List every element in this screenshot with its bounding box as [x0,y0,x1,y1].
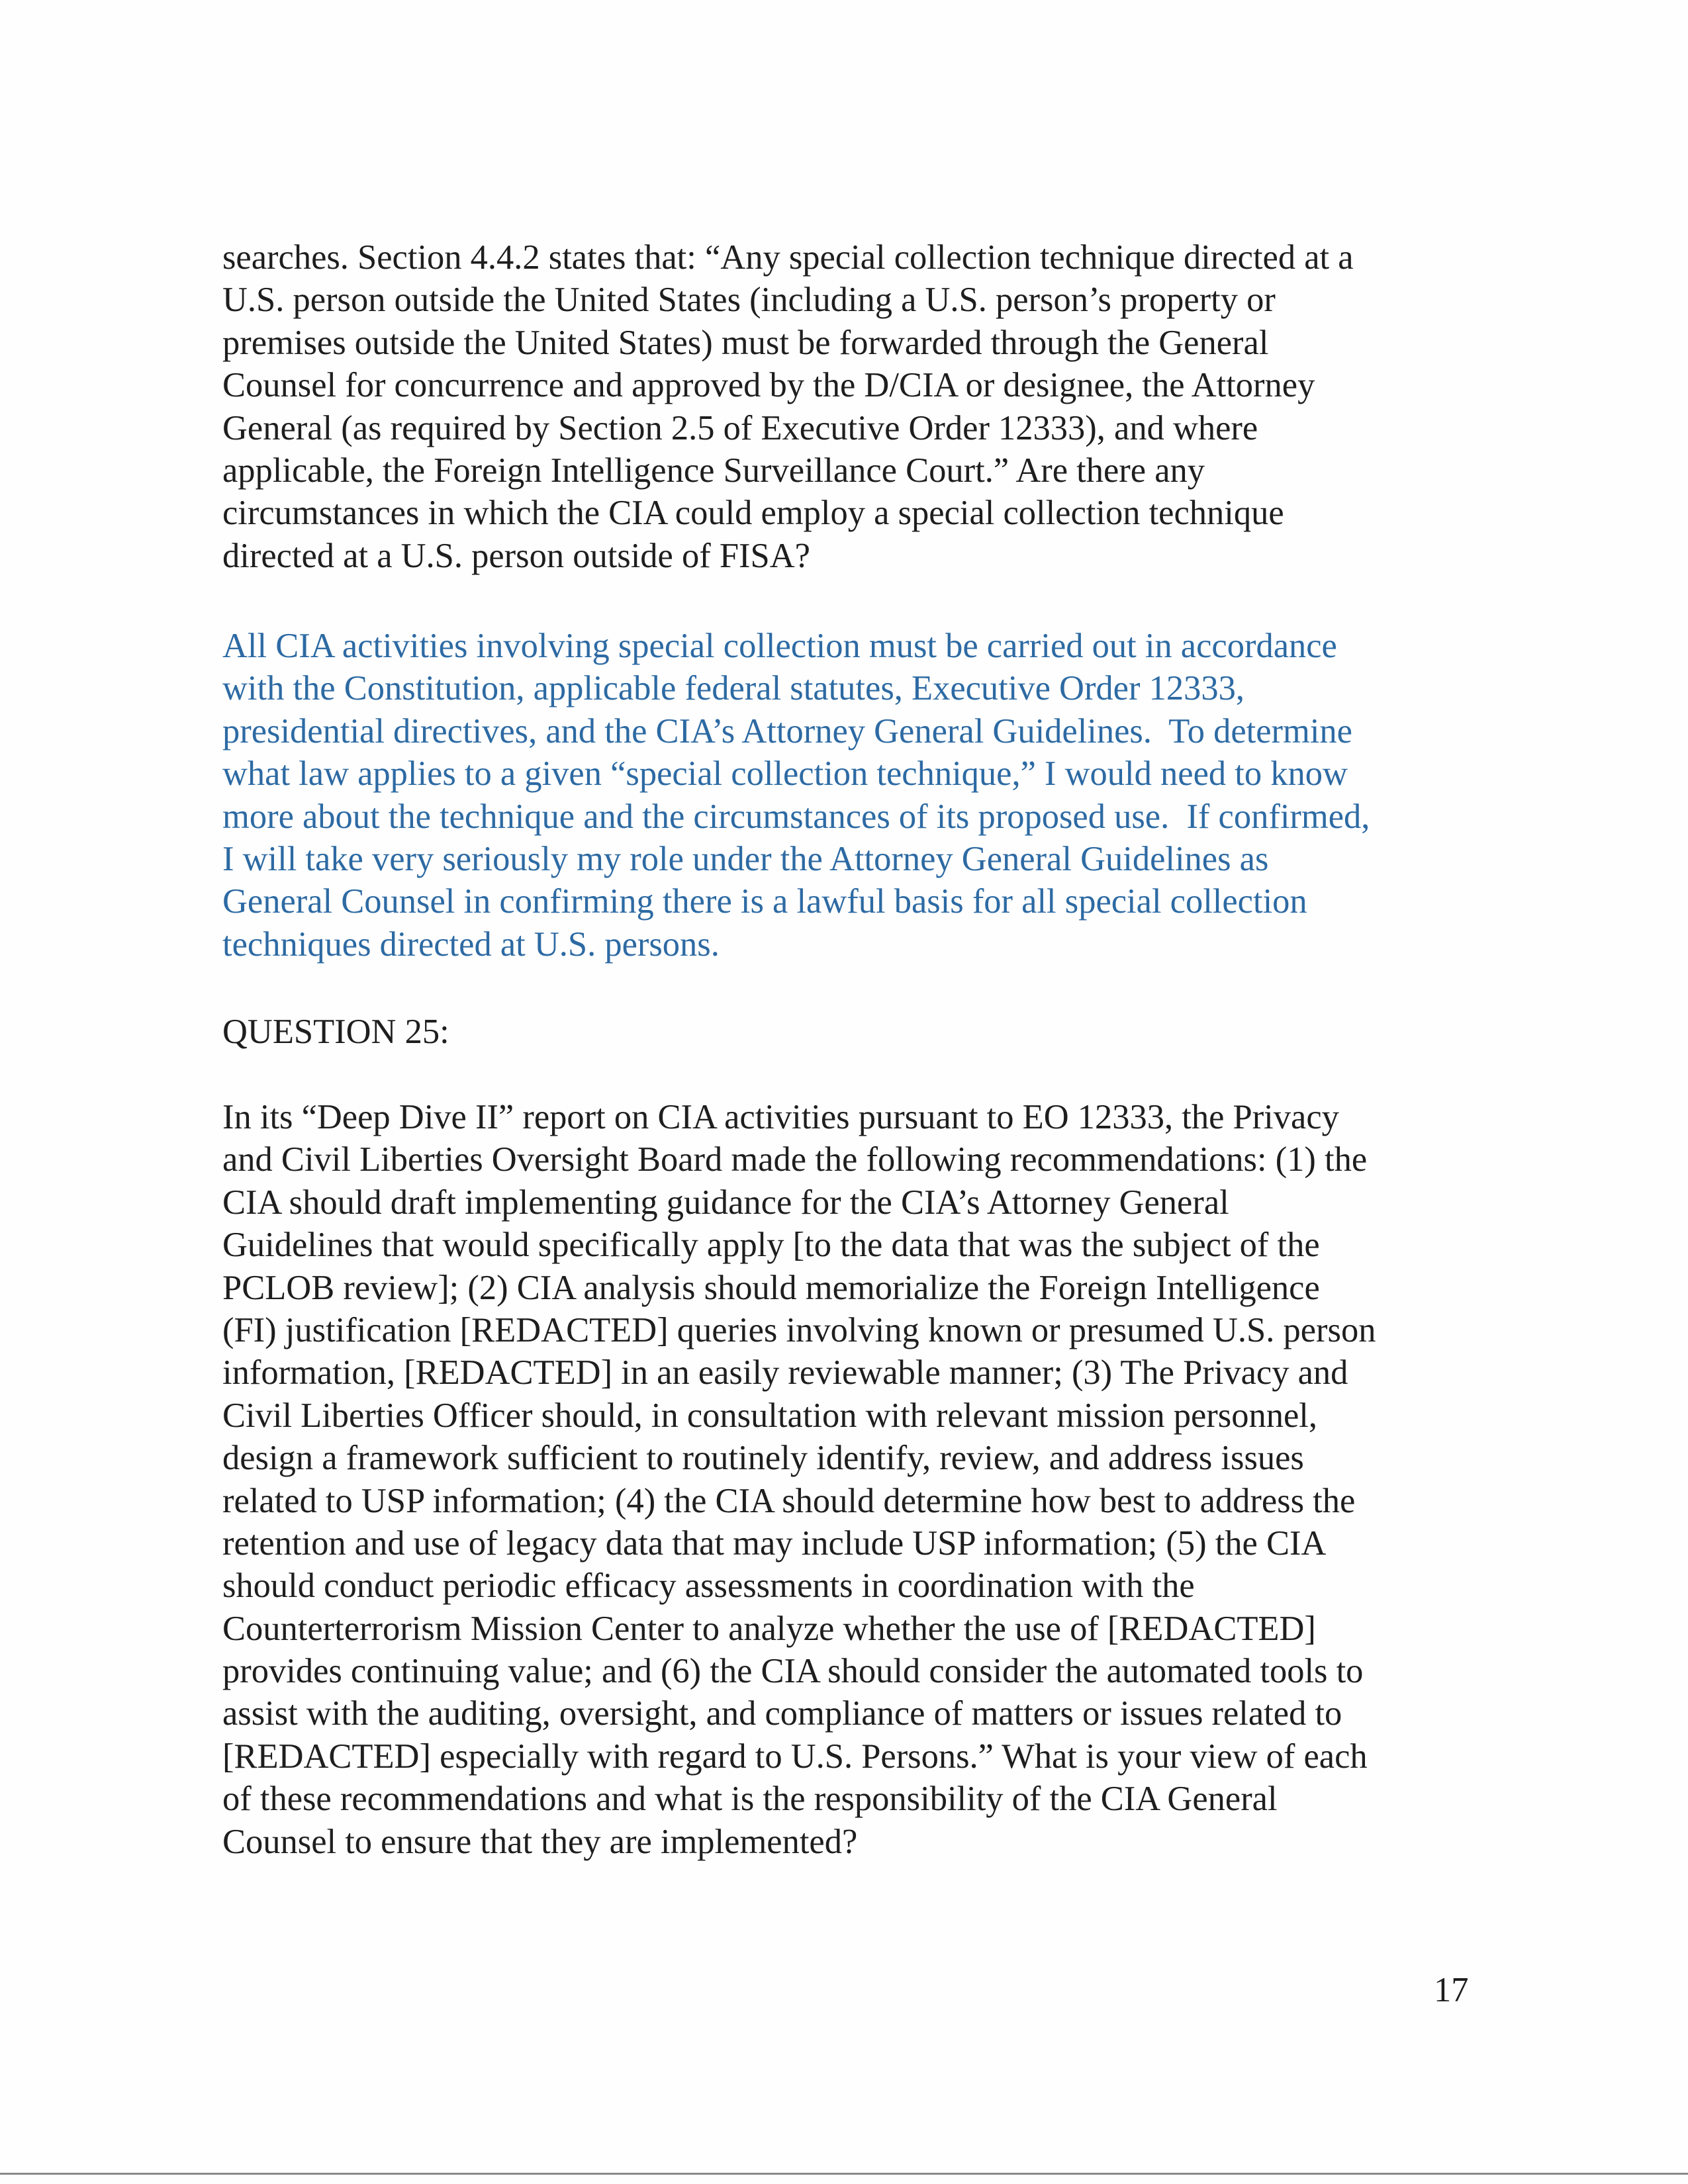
text-line: CIA should draft implementing guidance for the CIA’s Attorney General [222,1183,1229,1222]
answer-line: techniques directed at U.S. persons. [222,925,720,964]
text-line: Civil Liberties Officer should, in consultation with relevant mission personnel, [222,1396,1317,1435]
text-line: assist with the auditing, oversight, and compliance of matters or issues related to [222,1694,1342,1733]
text-line: Counterterrorism Mission Center to analyze whether the use of [REDACTED] [222,1609,1316,1648]
text-line: directed at a U.S. person outside of FISA? [222,536,810,575]
text-line: In its “Deep Dive II” report on CIA activities pursuant to EO 12333, the Privacy [222,1098,1339,1136]
text-line: [REDACTED] especially with regard to U.S. Persons.” What is your view of each [222,1737,1368,1776]
text-line: related to USP information; (4) the CIA should determine how best to address the [222,1481,1356,1520]
text-line: General (as required by Section 2.5 of Executive Order 12333), and where [222,408,1258,447]
answer-line: presidential directives, and the CIA’s Attorney General Guidelines. To determine [222,711,1352,751]
answer-line: with the Constitution, applicable federal statutes, Executive Order 12333, [222,669,1244,708]
text-line: provides continuing value; and (6) the CIA should consider the automated tools to [222,1652,1364,1691]
text-line: Counsel to ensure that they are implemented? [222,1822,858,1861]
text-line: premises outside the United States) must be forwarded through the General [222,323,1269,362]
answer-line: All CIA activities involving special collection must be carried out in accordance [222,627,1337,665]
text-line: information, [REDACTED] in an easily reviewable manner; (3) The Privacy and [222,1353,1348,1392]
question-25-heading [222,1011,1480,1053]
text-line: Guidelines that would specifically apply [to the data that was the subject of the [222,1226,1320,1265]
answer-line: I will take very seriously my role under the Attorney General Guidelines as [222,839,1269,878]
text-line: U.S. person outside the United States (including a U.S. person’s property or [222,281,1276,320]
answer-line: General Counsel in confirming there is a lawful basis for all special collection [222,882,1307,921]
text-line: design a framework sufficient to routinely identify, review, and address issues [222,1439,1304,1478]
section-heading: QUESTION 25: [222,1013,449,1051]
answer-line: what law applies to a given “special collection technique,” I would need to know [222,754,1348,794]
question-continuation-paragraph [222,236,1480,577]
text-line: applicable, the Foreign Intelligence Surveillance Court.” Are there any [222,451,1205,490]
text-line: should conduct periodic efficacy assessments in coordination with the [222,1567,1195,1606]
text-line: retention and use of legacy data that may include USP information; (5) the CIA [222,1524,1327,1563]
text-line: PCLOB review]; (2) CIA analysis should memorialize the Foreign Intelligence [222,1268,1320,1307]
text-line: (FI) justification [REDACTED] queries involving known or presumed U.S. person [222,1310,1376,1349]
text-line: and Civil Liberties Oversight Board made the following recommendations: (1) the [222,1140,1368,1179]
text-line: searches. Section 4.4.2 states that: “Any special collection technique directed at a [222,238,1354,277]
text-line: circumstances in which the CIA could employ a special collection technique [222,494,1284,533]
text-line: of these recommendations and what is the responsibility of the CIA General [222,1780,1278,1819]
text-line: Counsel for concurrence and approved by the D/CIA or designee, the Attorney [222,366,1315,405]
answer-line: more about the technique and the circumstances of its proposed use. If confirmed, [222,797,1370,836]
page-number: 17 [1434,1971,1469,2009]
page-bottom-rule [0,2173,1688,2175]
answer-paragraph [222,625,1480,966]
question-25-paragraph [222,1096,1480,1863]
